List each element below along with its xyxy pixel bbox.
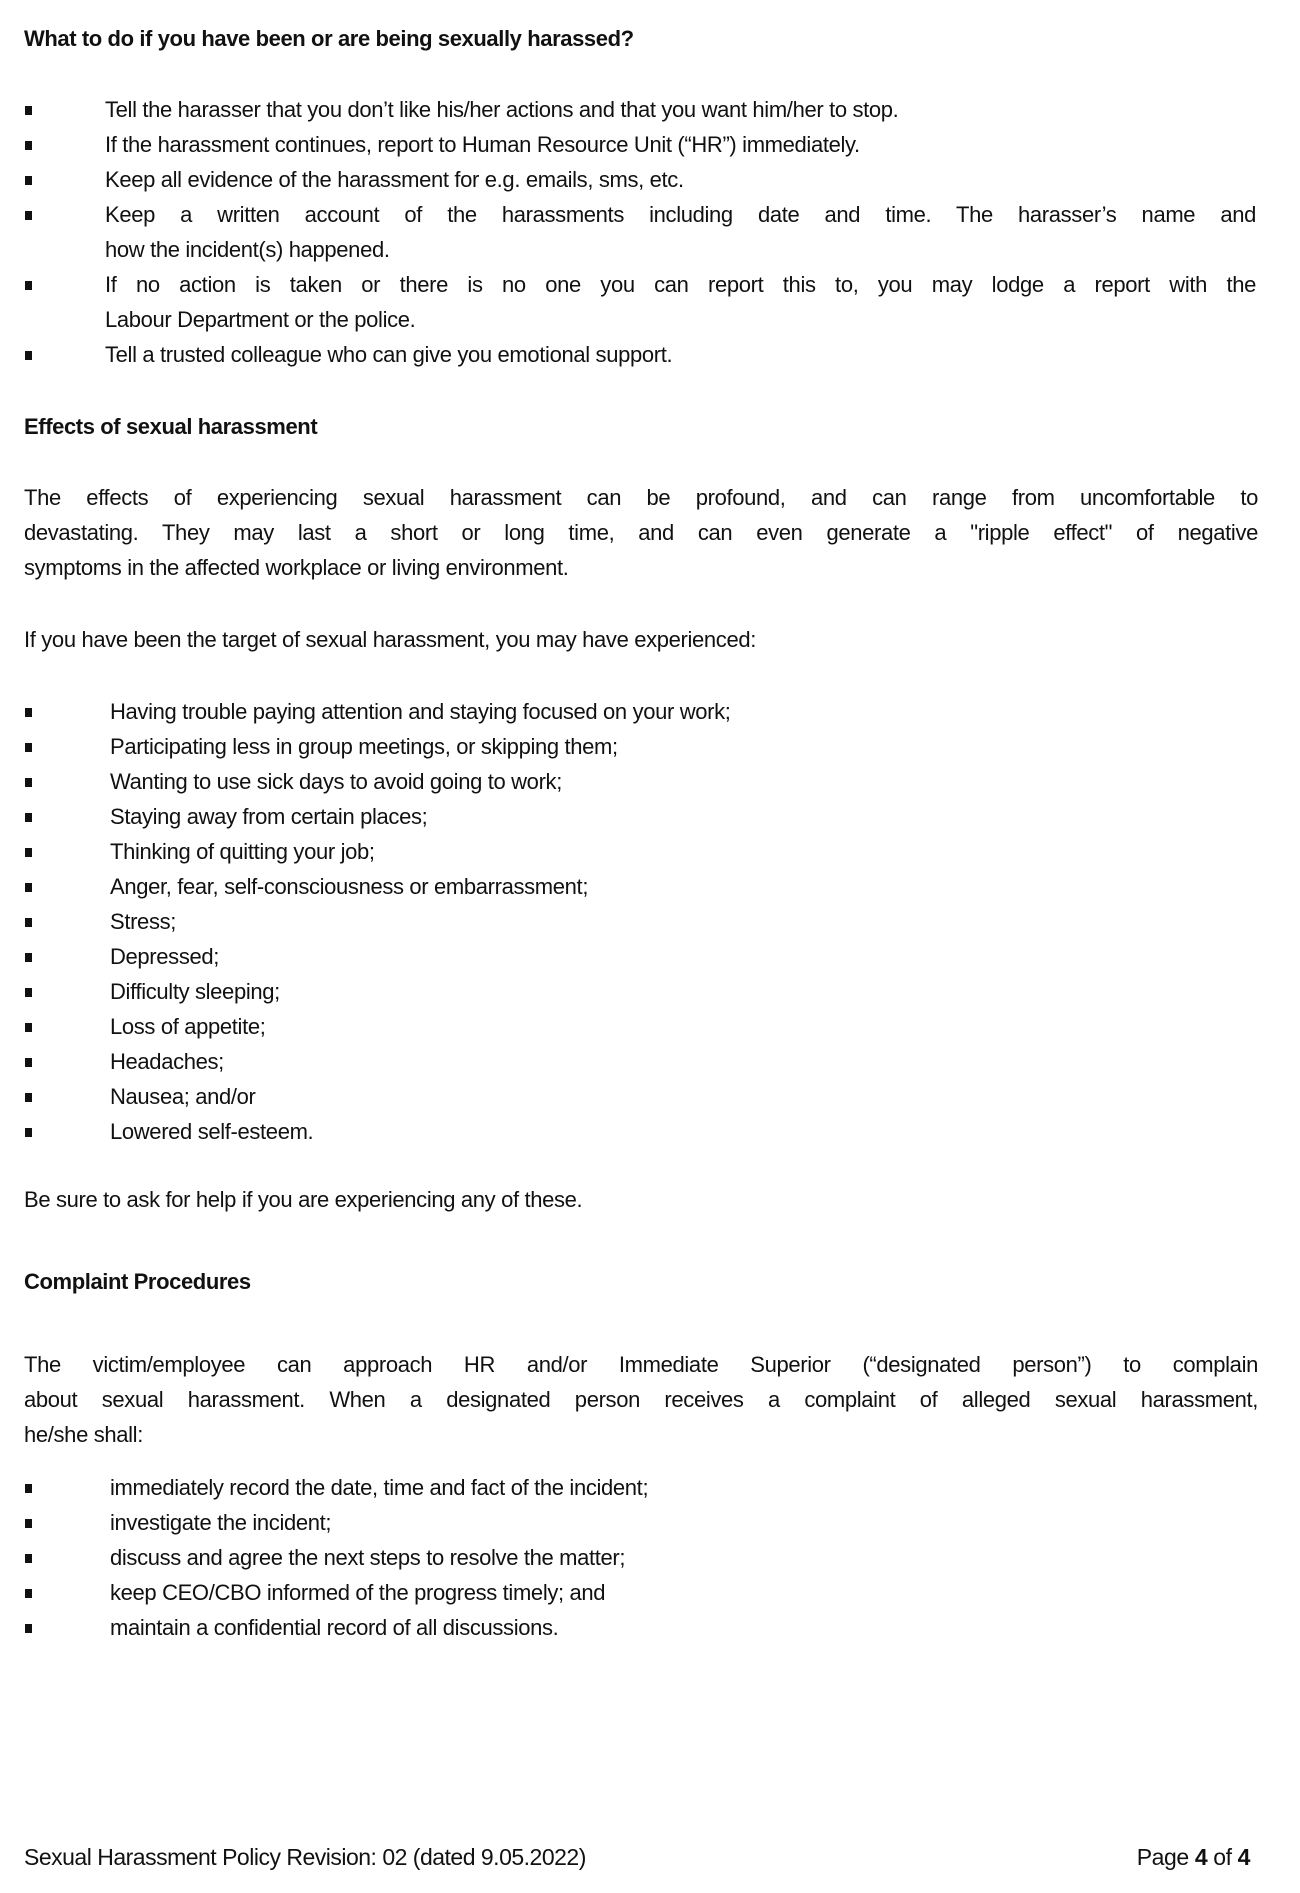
- list-item: Thinking of quitting your job;: [110, 839, 375, 864]
- list-item: Lowered self-esteem.: [110, 1119, 314, 1144]
- page-total: 4: [1237, 1844, 1250, 1870]
- list-item: Keep a written account of the harassments including date and time. The harasser’s name and: [105, 202, 1256, 227]
- paragraph-line: about sexual harassment. When a designated person receives a complaint of alleged sexual harassment,: [24, 1387, 1258, 1412]
- square-bullet-icon: [25, 1023, 32, 1032]
- square-bullet-icon: [25, 1519, 32, 1528]
- page-current: 4: [1194, 1844, 1208, 1870]
- list-item: keep CEO/CBO informed of the progress timely; and: [110, 1580, 606, 1605]
- section-heading-what-to-do: What to do if you have been or are being sexually harassed?: [24, 26, 634, 51]
- section-heading-complaint-procedures: Complaint Procedures: [24, 1269, 251, 1294]
- list-item: Having trouble paying attention and staying focused on your work;: [110, 699, 731, 724]
- list-item-continuation: Labour Department or the police.: [105, 307, 416, 332]
- square-bullet-icon: [25, 1624, 32, 1633]
- square-bullet-icon: [25, 708, 32, 717]
- section-heading-effects: Effects of sexual harassment: [24, 414, 318, 439]
- effects-intro-paragraph: If you have been the target of sexual harassment, you may have experienced:: [24, 627, 756, 652]
- square-bullet-icon: [25, 176, 32, 185]
- square-bullet-icon: [25, 988, 32, 997]
- square-bullet-icon: [25, 848, 32, 857]
- list-item: If no action is taken or there is no one you can report this to, you may lodge a report with the: [105, 272, 1256, 297]
- list-item-continuation: how the incident(s) happened.: [105, 237, 390, 262]
- square-bullet-icon: [25, 106, 32, 115]
- square-bullet-icon: [25, 778, 32, 787]
- square-bullet-icon: [25, 743, 32, 752]
- square-bullet-icon: [25, 1554, 32, 1563]
- list-item: Nausea; and/or: [110, 1084, 256, 1109]
- list-item: Depressed;: [110, 944, 220, 969]
- list-item: investigate the incident;: [110, 1510, 332, 1535]
- list-item: Wanting to use sick days to avoid going to work;: [110, 769, 562, 794]
- footer-document-revision: Sexual Harassment Policy Revision: 02 (dated 9.05.2022): [24, 1844, 586, 1870]
- square-bullet-icon: [25, 1058, 32, 1067]
- square-bullet-icon: [25, 351, 32, 360]
- paragraph-line: symptoms in the affected workplace or living environment.: [24, 555, 569, 580]
- square-bullet-icon: [25, 211, 32, 220]
- square-bullet-icon: [25, 281, 32, 290]
- effects-closing-paragraph: Be sure to ask for help if you are experiencing any of these.: [24, 1187, 583, 1212]
- square-bullet-icon: [25, 1589, 32, 1598]
- list-item: immediately record the date, time and fact of the incident;: [110, 1475, 649, 1500]
- paragraph-line: The victim/employee can approach HR and/or Immediate Superior (“designated person”) to complain: [24, 1352, 1258, 1377]
- square-bullet-icon: [25, 1484, 32, 1493]
- footer-page-number: [1137, 1842, 1250, 1872]
- list-item: If the harassment continues, report to Human Resource Unit (“HR”) immediately.: [105, 132, 860, 157]
- list-item: Headaches;: [110, 1049, 224, 1074]
- square-bullet-icon: [25, 883, 32, 892]
- list-item: discuss and agree the next steps to resolve the matter;: [110, 1545, 626, 1570]
- list-item: Stress;: [110, 909, 177, 934]
- paragraph-line: The effects of experiencing sexual harassment can be profound, and can range from uncomfortable to: [24, 485, 1258, 510]
- page-label: Page: [1136, 1844, 1195, 1870]
- list-item: Keep all evidence of the harassment for e.g. emails, sms, etc.: [105, 167, 684, 192]
- list-item: Tell the harasser that you don’t like his/her actions and that you want him/her to stop.: [105, 97, 899, 122]
- list-item: Difficulty sleeping;: [110, 979, 280, 1004]
- list-item: Participating less in group meetings, or skipping them;: [110, 734, 618, 759]
- square-bullet-icon: [25, 1128, 32, 1137]
- list-item: maintain a confidential record of all discussions.: [110, 1615, 559, 1640]
- list-item: Loss of appetite;: [110, 1014, 266, 1039]
- list-item: Staying away from certain places;: [110, 804, 428, 829]
- square-bullet-icon: [25, 1093, 32, 1102]
- list-item: Tell a trusted colleague who can give you emotional support.: [105, 342, 673, 367]
- square-bullet-icon: [25, 141, 32, 150]
- square-bullet-icon: [25, 918, 32, 927]
- list-item: Anger, fear, self-consciousness or embarrassment;: [110, 874, 589, 899]
- square-bullet-icon: [25, 813, 32, 822]
- square-bullet-icon: [25, 953, 32, 962]
- paragraph-line: devastating. They may last a short or long time, and can even generate a "ripple effect" of negative: [24, 520, 1258, 545]
- paragraph-line: he/she shall:: [24, 1422, 143, 1447]
- page-of-label: of: [1207, 1844, 1238, 1870]
